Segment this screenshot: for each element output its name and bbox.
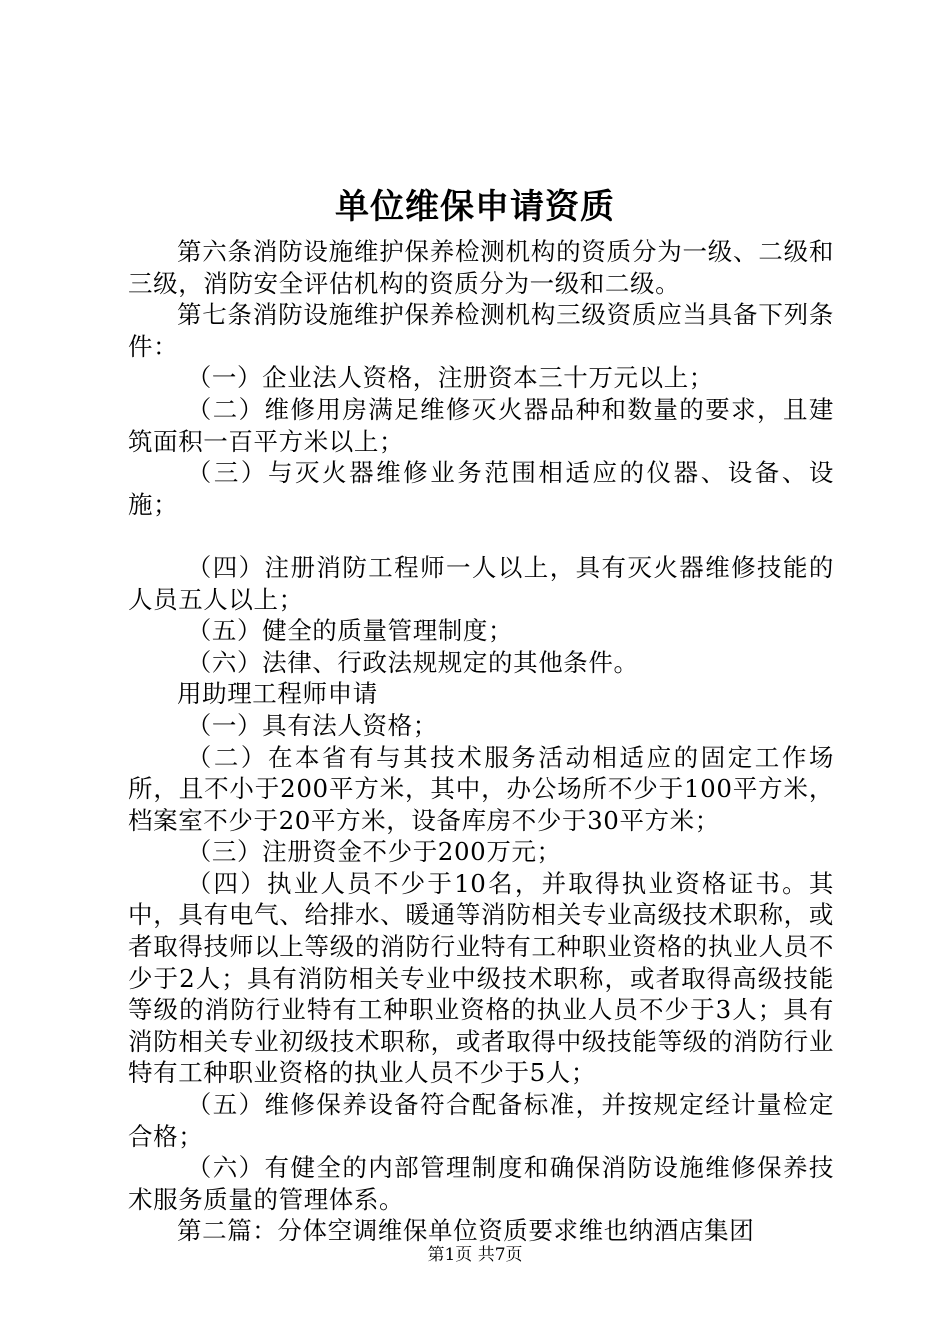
blank-line bbox=[128, 520, 834, 552]
paragraph-article-7: 第七条消防设施维护保养检测机构三级资质应当具备下列条件： bbox=[128, 300, 834, 361]
paragraph-req-5: （五）维修保养设备符合配备标准，并按规定经计量检定合格； bbox=[128, 1090, 834, 1151]
page-number: 第1页 共7页 bbox=[427, 1245, 523, 1265]
paragraph-item-6: （六）法律、行政法规规定的其他条件。 bbox=[186, 647, 639, 677]
paragraph-item-2: （二）维修用房满足维修灭火器品种和数量的要求，且建筑面积一百平方米以上； bbox=[128, 394, 834, 456]
paragraph-item-5: （五）健全的质量管理制度； bbox=[186, 616, 514, 646]
paragraph-req-3: （三）注册资金不少于200万元； bbox=[186, 837, 562, 867]
paragraph-assistant-engineer: 用助理工程师申请 bbox=[177, 679, 378, 709]
document-title: 单位维保申请资质 bbox=[335, 187, 615, 227]
document-body bbox=[128, 236, 834, 1247]
paragraph-item-1: （一）企业法人资格，注册资本三十万元以上； bbox=[186, 363, 714, 393]
paragraph-article-6: 第六条消防设施维护保养检测机构的资质分为一级、二级和三级，消防安全评估机构的资质分为一级和二级。 bbox=[128, 237, 834, 298]
paragraph-item-3: （三）与灭火器维修业务范围相适应的仪器、设备、设施； bbox=[128, 458, 834, 519]
paragraph-section-2-heading: 第二篇：分体空调维保单位资质要求维也纳酒店集团 bbox=[177, 1216, 755, 1246]
paragraph-req-4: （四）执业人员不少于10名，并取得执业资格证书。其中，具有电气、给排水、暖通等消防相关专业高级技术职称，或者取得技师以上等级的消防行业特有工种职业资格的执业人员不少于2人；具有消防相关专业中级技术职称，或者取得高级技能等级的消防行业特有工种职业资格的执业人员不少于3人；具有消防相关专业初级技术职称，或者取得中级技能等级的消防行业特有工种职业资格的执业人员不少于5人； bbox=[128, 868, 834, 1088]
paragraph-item-4: （四）注册消防工程师一人以上，具有灭火器维修技能的人员五人以上； bbox=[128, 552, 834, 614]
paragraph-req-1: （一）具有法人资格； bbox=[186, 710, 438, 740]
paragraph-req-6: （六）有健全的内部管理制度和确保消防设施维修保养技术服务质量的管理体系。 bbox=[128, 1153, 834, 1214]
paragraph-req-2: （二）在本省有与其技术服务活动相适应的固定工作场所，且不小于200平方米，其中，办公场所不少于100平方米，档案室不少于20平方米，设备库房不少于30平方米； bbox=[128, 742, 834, 835]
